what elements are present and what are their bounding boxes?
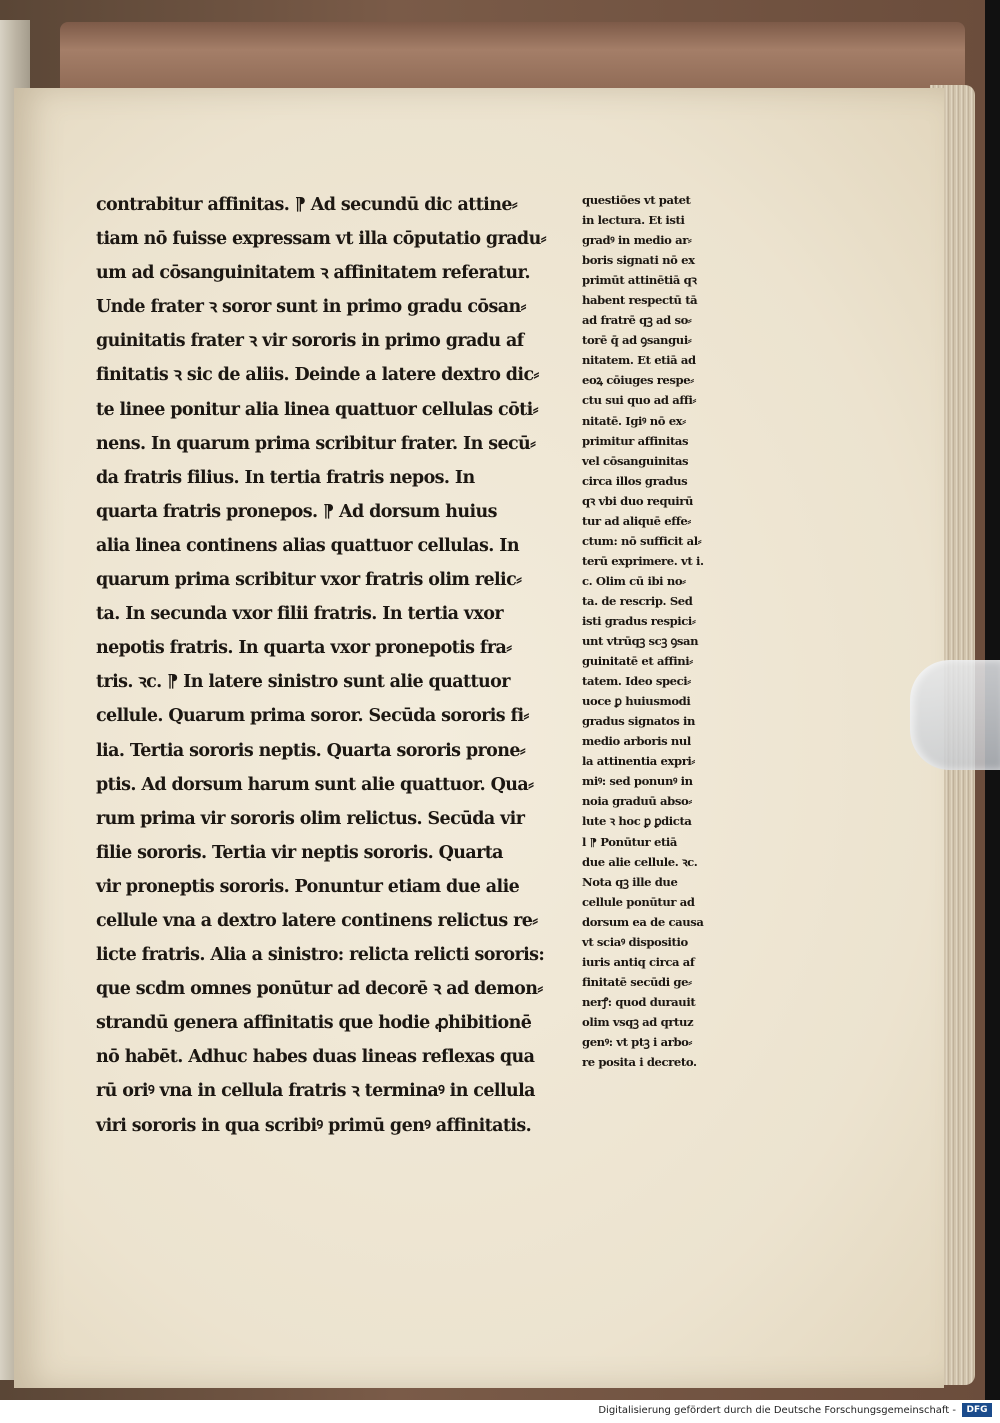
gloss-text-line: ad fratrē qꝫ ad so⸗ (582, 313, 692, 328)
main-text-column (96, 188, 581, 1143)
gloss-text-line: nitatē. Igiꝰ nō ex⸗ (582, 413, 686, 428)
gloss-text-line: ctu sui quo ad affi⸗ (582, 393, 696, 408)
main-text-line: ta. In secunda vxor filii fratris. In tertia vxor (96, 604, 503, 625)
main-text-line: vir proneptis sororis. Ponuntur etiam due alie (96, 876, 520, 897)
main-text-line: Unde frater ꝛ soror sunt in primo gradu cōsan⸗ (96, 297, 526, 318)
main-text-line: te linee ponitur alia linea quattuor cellulas cōti⸗ (96, 399, 538, 420)
gloss-text-line: terū exprimere. vt i. (582, 553, 704, 568)
gloss-text-line: noia graduū abso⸗ (582, 794, 692, 809)
main-text-line: strandū genera affinitatis que hodie ꝓhibitionē (96, 1013, 532, 1034)
gloss-text-line: habent respectū tā (582, 293, 698, 308)
main-text-line: cellule vna a dextro latere continens relictus re⸗ (96, 910, 538, 931)
gloss-text-line: c. Olim cū ibi no⸗ (582, 573, 686, 588)
gloss-text-line: vt sciaꝰ dispositio (582, 934, 688, 949)
main-text-line: quarta fratris pronepos. ⁋ Ad dorsum huius (96, 501, 497, 522)
gloss-text-line: torē q̄ ad ꝯsangui⸗ (582, 333, 692, 348)
gloss-text-line: vel cōsanguinitas (582, 453, 689, 468)
main-text-line: alia linea continens alias quattuor cellulas. In (96, 535, 519, 556)
gloss-text-line: eoꝝ cōiuges respe⸗ (582, 373, 694, 388)
main-text-line: tris. ꝛc. ⁋ In latere sinistro sunt alie quattuor (96, 672, 510, 693)
gloss-text-line: finitatē secūdi ge⸗ (582, 974, 692, 989)
gloss-text-line: primitur affinitas (582, 433, 689, 448)
main-text-line: filie sororis. Tertia vir neptis sororis. Quarta (96, 842, 503, 863)
gloss-text-line: tatem. Ideo speci⸗ (582, 674, 691, 689)
gloss-text-column (582, 190, 767, 1072)
gloss-text-line: in lectura. Et isti (582, 213, 685, 228)
main-text-line: ptis. Ad dorsum harum sunt alie quattuor. Qua⸗ (96, 774, 534, 795)
gloss-text-line: iuris antiq circa af (582, 954, 695, 969)
gloss-text-line: nerꝭ: quod durauit (582, 994, 696, 1009)
main-text-line: nō habēt. Adhuc habes duas lineas reflexas qua (96, 1047, 535, 1068)
gloss-text-line: ctum: nō sufficit al⸗ (582, 533, 702, 548)
gloss-text-line: circa illos gradus (582, 473, 688, 488)
gloss-text-line: unt vtrūqꝫ scꝫ ꝯsan (582, 634, 699, 649)
main-text-line: lia. Tertia sororis neptis. Quarta sororis prone⸗ (96, 740, 526, 761)
main-text-line: cellule. Quarum prima soror. Secūda sororis fi⸗ (96, 706, 529, 727)
gloss-text-line: nitatem. Et etiā ad (582, 353, 696, 368)
page-clip (910, 660, 1000, 770)
gloss-text-line: lute ꝛ hoc ꝑ ꝑdicta (582, 814, 692, 829)
main-text-line: rū oriꝰ vna in cellula fratris ꝛ terminaꝰ in cellula (96, 1081, 535, 1102)
gloss-text-line: isti gradus respici⸗ (582, 613, 696, 628)
main-text-line: viri sororis in qua scribiꝰ primū genꝰ affinitatis. (96, 1115, 532, 1136)
main-text-line: um ad cōsanguinitatem ꝛ affinitatem referatur. (96, 263, 531, 284)
gloss-text-line: cellule ponūtur ad (582, 894, 695, 909)
gloss-text-line: gradꝰ in medio ar⸗ (582, 233, 692, 248)
footer-credit: Digitalisierung gefördert durch die Deutsche Forschungsgemeinschaft - (598, 1405, 956, 1416)
gloss-text-line: re posita i decreto. (582, 1055, 697, 1070)
gloss-text-line: due alie cellule. ꝛc. (582, 854, 698, 869)
main-text-line: contrabitur affinitas. ⁋ Ad secundū dic attine⸗ (96, 195, 518, 215)
gloss-text-line: olim vsqꝫ ad qrtuz (582, 1014, 694, 1029)
main-text-line: tiam nō fuisse expressam vt illa cōputatio gradu⸗ (96, 229, 546, 250)
gloss-text-line: miꝰ: sed ponunꝰ in (582, 774, 693, 789)
gloss-text-line: genꝰ: vt ptꝫ i arbo⸗ (582, 1034, 692, 1049)
main-text-line: quarum prima scribitur vxor fratris olim relic⸗ (96, 570, 522, 591)
gloss-text-line: questiōes vt patet (582, 193, 691, 207)
gloss-text-line: uoce ꝑ huiusmodi (582, 694, 691, 709)
gloss-text-line: guinitatē et affini⸗ (582, 654, 693, 669)
gloss-text-line: dorsum ea de causa (582, 914, 704, 929)
dfg-logo-icon: DFG (962, 1403, 992, 1417)
main-text-line: rum prima vir sororis olim relictus. Secūda vir (96, 808, 525, 829)
gloss-text-line: gradus signatos in (582, 714, 696, 729)
main-text-line: guinitatis frater ꝛ vir sororis in primo gradu af (96, 331, 524, 352)
main-text-line: nepotis fratris. In quarta vxor pronepotis fra⸗ (96, 638, 512, 659)
main-text-line: da fratris filius. In tertia fratris nepos. In (96, 467, 475, 488)
gloss-text-line: primūt attinētiā qꝛ (582, 273, 697, 288)
gloss-text-line: tur ad aliquē effe⸗ (582, 513, 691, 528)
book-top-edge (60, 22, 965, 92)
gloss-text-line: boris signati nō ex (582, 253, 695, 268)
gloss-text-line: ta. de rescrip. Sed (582, 593, 693, 608)
main-text-line: licte fratris. Alia a sinistro: relicta relicti sororis: (96, 945, 545, 966)
gloss-text-line: medio arboris nul (582, 734, 691, 749)
main-text-line: que scdm omnes ponūtur ad decorē ꝛ ad demon⸗ (96, 979, 543, 1000)
gloss-text-line: l ⁋ Ponūtur etiā (582, 834, 678, 849)
main-text-line: nens. In quarum prima scribitur frater. In secū⸗ (96, 433, 536, 454)
main-text-line: finitatis ꝛ sic de aliis. Deinde a latere dextro dic⸗ (96, 365, 539, 386)
gloss-text-line: Nota qꝫ ille due (582, 874, 678, 889)
gloss-text-line: qꝛ vbi duo requirū (582, 493, 693, 508)
gloss-text-line: la attinentia expri⸗ (582, 754, 695, 769)
